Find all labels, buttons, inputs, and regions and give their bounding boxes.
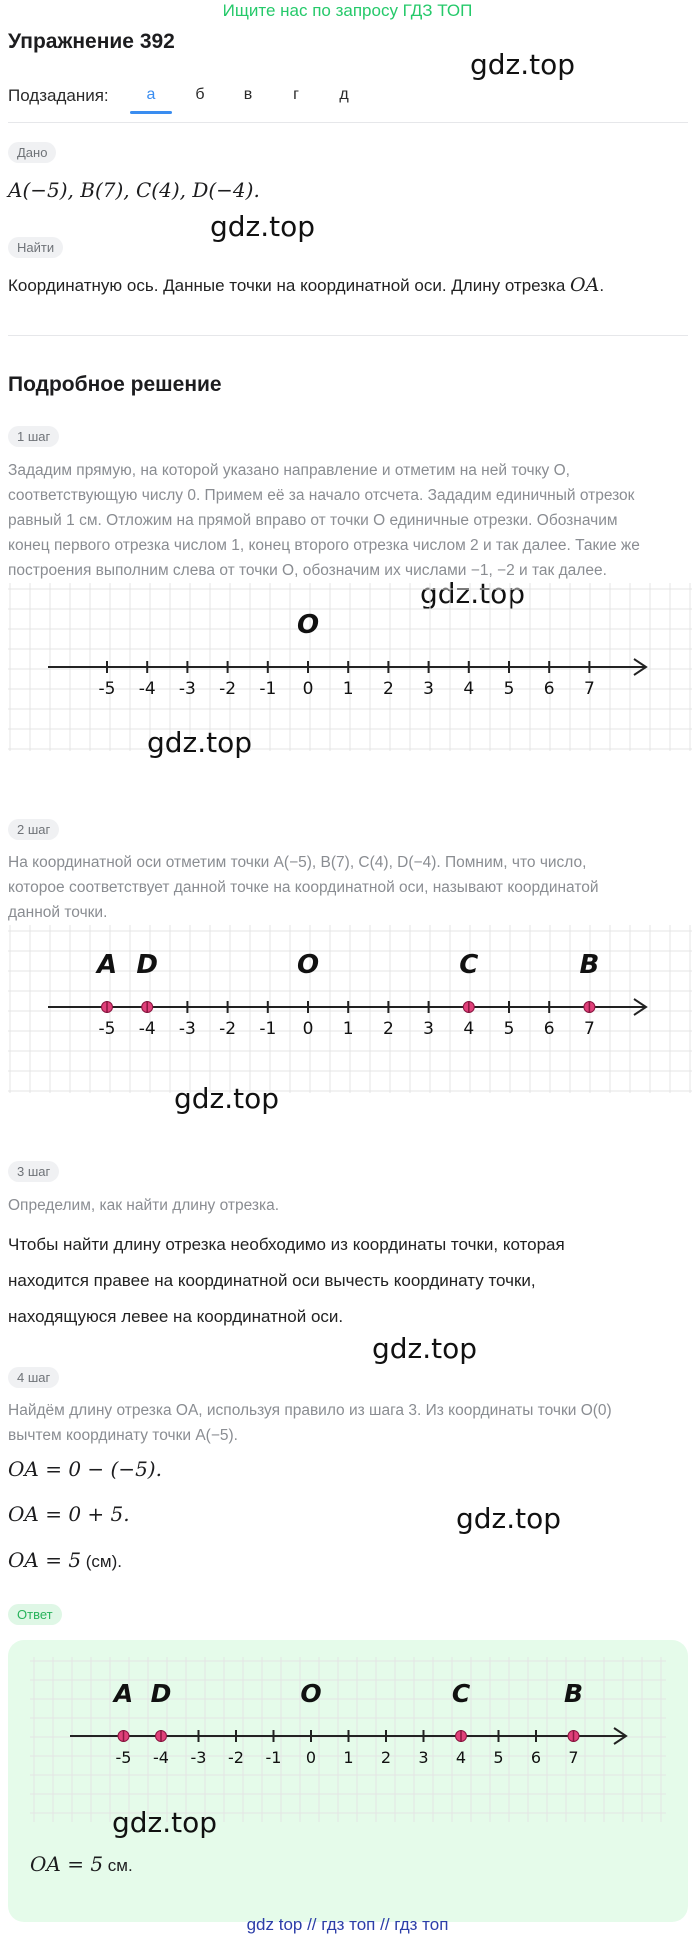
given-tag: Дано	[8, 142, 56, 163]
tick-label: 4	[455, 1748, 467, 1767]
tick-label: 5	[493, 1748, 504, 1767]
watermark: gdz.top	[112, 1806, 218, 1839]
watermark: gdz.top	[372, 1332, 478, 1365]
origin-label: O	[300, 1679, 322, 1708]
watermark: gdz.top	[456, 1502, 562, 1535]
number-line-figure-2	[8, 925, 692, 1093]
watermark: gdz.top	[470, 48, 576, 81]
watermark: gdz.top	[420, 577, 526, 610]
watermark: gdz.top	[147, 726, 253, 759]
number-line-figure-answer	[30, 1657, 666, 1822]
tick-label: -1	[265, 1748, 282, 1767]
segment-oa: OA	[570, 274, 600, 296]
number-line-figure-1	[8, 583, 692, 751]
step4-text: Найдём длину отрезка OA, используя правило из шага 3. Из координаты точки O(0) вычтем координату точки A(−5).	[8, 1402, 612, 1444]
equation-2: OA = 0 + 5.	[8, 1502, 130, 1526]
step2-text: На координатной оси отметим точки A(−5), B(7), C(4), D(−4). Помним, что число, которое соответствует данной точке на координатной оси, называют координатой данной точки.	[8, 854, 599, 921]
tick-label: -2	[228, 1748, 244, 1767]
tick-label: -5	[98, 679, 116, 699]
point-c-label: C	[451, 1679, 471, 1708]
subtask-tab-v[interactable]: в	[243, 86, 253, 103]
point-d-label: D	[150, 1679, 172, 1708]
tick-label: -5	[115, 1748, 132, 1767]
tick-label: 2	[382, 679, 394, 699]
tick-label: 2	[380, 1748, 392, 1767]
step2-tag: 2 шаг	[8, 819, 59, 840]
exercise-title: Упражнение 392	[8, 30, 175, 53]
watermark: gdz.top	[174, 1082, 280, 1115]
subtask-tab-d[interactable]: д	[339, 86, 349, 103]
answer-tag: Ответ	[8, 1604, 62, 1625]
tick-label: -4	[138, 679, 156, 699]
subtask-tab-a[interactable]: а	[146, 86, 156, 103]
point-a-label: A	[96, 950, 118, 980]
promo-banner[interactable]: Ищите нас по запросу ГДЗ ТОП	[222, 1, 473, 20]
tick-label: -2	[219, 679, 237, 699]
step1-tag: 1 шаг	[8, 426, 59, 447]
tick-label: 6	[543, 679, 555, 699]
tick-label: 1	[342, 679, 354, 699]
tick-label: -1	[259, 1019, 277, 1039]
tick-label: -1	[259, 679, 277, 699]
step3-text: Чтобы найти длину отрезка необходимо из координаты точки, которая находится правее на координатной оси вычесть координату точки, находящуюся левее на координатной оси.	[8, 1235, 565, 1326]
equation-1: OA = 0 − (−5).	[8, 1457, 162, 1481]
tick-label: 1	[342, 1019, 354, 1039]
point-c-label: C	[459, 950, 479, 980]
tick-label: 4	[463, 1019, 475, 1039]
subtask-tab-g[interactable]: г	[293, 86, 299, 103]
find-text: Координатную ось. Данные точки на координатной оси. Длину отрезка OA.	[8, 274, 605, 296]
tick-label: 0	[302, 679, 314, 699]
step1-text: Зададим прямую, на которой указано направление и отметим на ней точку O, соответствующую числу 0. Примем её за начало отсчета. Зададим единичный отрезок равный 1 см. Отложим на прямой вправо от точки O единичные отрезки. Обозначим конец первого отрезка числом 1, конец второго отрезка числом 2 и так далее. Такие же построения выполним слева от точки O, обозначим их числами −1, −2 и так далее.	[8, 462, 640, 579]
point-b-label: B	[579, 950, 600, 980]
solution-heading: Подробное решение	[8, 373, 222, 396]
step4-tag: 4 шаг	[8, 1367, 59, 1388]
tick-label: 7	[583, 1019, 595, 1039]
divider	[8, 122, 688, 123]
tick-label: -4	[153, 1748, 169, 1767]
equation-3: OA = 5 (см).	[8, 1548, 123, 1572]
answer-value: OA = 5 см.	[30, 1852, 133, 1876]
tick-label: -3	[190, 1748, 207, 1767]
tick-label: -3	[178, 1019, 196, 1039]
tick-label: 6	[543, 1019, 555, 1039]
point-b-label: B	[563, 1679, 584, 1708]
active-tab-indicator	[130, 111, 172, 114]
point-d-label: D	[136, 950, 158, 980]
tick-label: 0	[305, 1748, 317, 1767]
tick-label: -2	[219, 1019, 237, 1039]
tick-label: 5	[503, 679, 515, 699]
tick-label: -3	[178, 679, 196, 699]
tick-label: -5	[98, 1019, 116, 1039]
point-a-label: A	[113, 1679, 134, 1708]
tick-label: 4	[463, 679, 475, 699]
tick-label: 0	[302, 1019, 314, 1039]
tick-label: 3	[423, 679, 435, 699]
origin-label: O	[296, 950, 320, 980]
tick-label: 3	[418, 1748, 429, 1767]
tick-label: 5	[503, 1019, 515, 1039]
tick-label: 2	[382, 1019, 394, 1039]
watermark: gdz.top	[210, 210, 316, 243]
footer-links[interactable]: gdz top // гдз топ // гдз топ	[246, 1915, 449, 1934]
tick-label: 7	[583, 679, 595, 699]
tick-label: 7	[568, 1748, 579, 1767]
tick-label: 1	[343, 1748, 354, 1767]
origin-label: O	[296, 610, 320, 640]
tick-label: -4	[138, 1019, 156, 1039]
divider	[8, 335, 688, 336]
given-points: A(−5), B(7), C(4), D(−4).	[8, 178, 260, 202]
step3-intro: Определим, как найти длину отрезка.	[8, 1197, 280, 1214]
subtask-tab-b[interactable]: б	[195, 86, 205, 103]
find-tag: Найти	[8, 237, 63, 258]
tick-label: 6	[530, 1748, 542, 1767]
subtasks-label: Подзадания:	[8, 86, 109, 105]
step3-tag: 3 шаг	[8, 1161, 59, 1182]
tick-label: 3	[423, 1019, 435, 1039]
